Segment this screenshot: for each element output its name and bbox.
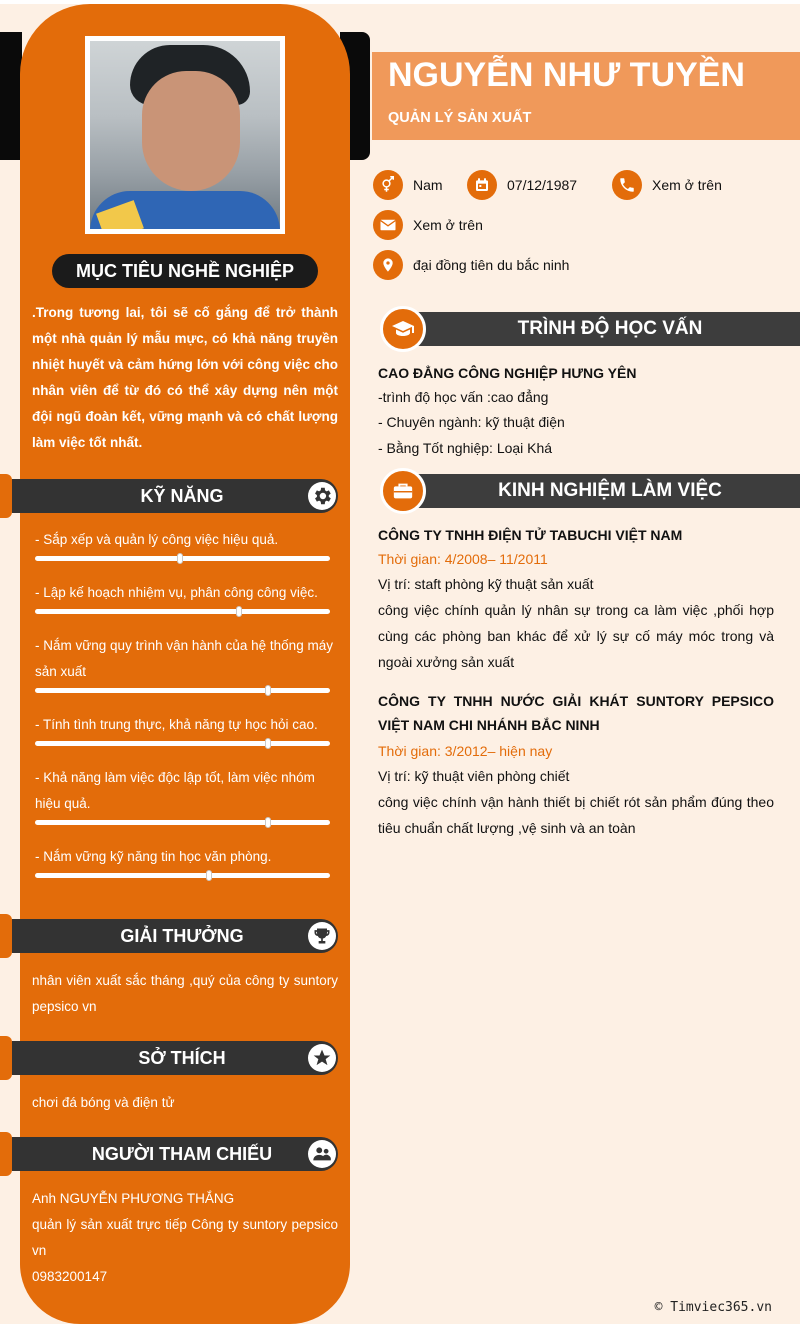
- section-tab: [0, 1036, 12, 1080]
- hobbies-title: SỞ THÍCH: [138, 1048, 226, 1068]
- gender-value: Nam: [413, 177, 443, 193]
- education-degree: - Bằng Tốt nghiệp: Loại Khá: [378, 440, 553, 456]
- education-major: - Chuyên ngành: kỹ thuật điện: [378, 414, 565, 430]
- phone-value: Xem ở trên: [652, 177, 722, 193]
- gender-icon: [373, 170, 403, 200]
- skill-level-bar: [35, 556, 330, 561]
- gear-icon: [308, 482, 336, 510]
- education-title: TRÌNH ĐỘ HỌC VẤN: [517, 318, 703, 339]
- skill-label: - Tính tình trung thực, khả năng tự học hỏi cao.: [35, 717, 318, 732]
- address-info: [373, 250, 569, 280]
- skill-level-bar: [35, 609, 330, 614]
- birthday-value: 07/12/1987: [507, 177, 578, 193]
- job-company: CÔNG TY TNHH NƯỚC GIẢI KHÁT SUNTORY PEPSICO VIỆT NAM CHI NHÁNH BẮC NINH: [378, 693, 774, 733]
- section-tab: [0, 914, 12, 958]
- education-school: CAO ĐẲNG CÔNG NGHIỆP HƯNG YÊN: [378, 365, 637, 381]
- section-tab: [0, 474, 12, 518]
- hobbies-header: [12, 1041, 338, 1075]
- birthday-info: [467, 170, 577, 200]
- references-title: NGƯỜI THAM CHIẾU: [91, 1144, 273, 1164]
- skills-title: KỸ NĂNG: [140, 486, 224, 506]
- skill-level-knob: [177, 553, 183, 564]
- objective-title: MỤC TIÊU NGHỀ NGHIỆP: [52, 254, 318, 288]
- job-time: Thời gian: 3/2012– hiện nay: [378, 743, 553, 759]
- trophy-icon: [308, 922, 336, 950]
- copyright: © Timviec365.vn: [654, 1300, 772, 1315]
- reference-phone: 0983200147: [32, 1269, 108, 1284]
- references-header: [12, 1137, 338, 1171]
- experience-header: [380, 472, 800, 510]
- star-icon: [308, 1044, 336, 1072]
- job-description: công việc chính vận hành thiết bị chiết rót sản phẩm đúng theo tiêu chuẩn chất lượng ,vệ sinh và an toàn: [378, 794, 774, 836]
- avatar: [90, 41, 280, 229]
- awards-header: [12, 919, 338, 953]
- email-info: [373, 210, 483, 240]
- skill-level-knob: [236, 606, 242, 617]
- email-value: Xem ở trên: [413, 217, 483, 233]
- skill-level-bar: [35, 820, 330, 825]
- job-company: CÔNG TY TNHH ĐIỆN TỬ TABUCHI VIỆT NAM: [378, 527, 683, 543]
- education-level: -trình độ học vấn :cao đẳng: [378, 389, 549, 405]
- calendar-icon: [467, 170, 497, 200]
- section-tab: [0, 1132, 12, 1176]
- experience-title: KINH NGHIỆM LÀM VIỆC: [498, 480, 722, 501]
- education-header: [380, 310, 800, 348]
- people-icon: [308, 1140, 336, 1168]
- reference-name: Anh NGUYỄN PHƯƠNG THẮNG: [32, 1191, 235, 1206]
- objective-text: .Trong tương lai, tôi sẽ cố gắng để trở thành một nhà quản lý mẫu mực, có khả năng truyền nhiệt huyết và cảm hứng lớn với công việc cho nhân viên để từ đó có thể xây dựng nên một đội ngũ đoàn kết, vững mạnh và có chất lượng làm việc tốt nhất.: [32, 305, 338, 450]
- skill-level-knob: [265, 738, 271, 749]
- job-position: Vị trí: kỹ thuật viên phòng chiết: [378, 768, 570, 784]
- job-description: công việc chính quản lý nhân sự trong ca làm việc ,phối hợp cùng các phòng ban khác để xử lý sự cố máy móc trong và ngoài xưởng sản xuất: [378, 602, 774, 670]
- address-value: đại đồng tiên du bắc ninh: [413, 257, 570, 273]
- location-pin-icon: [373, 250, 403, 280]
- phone-icon: [612, 170, 642, 200]
- skill-label: - Khả năng làm việc độc lập tốt, làm việc nhóm hiệu quả.: [35, 770, 315, 811]
- job-time: Thời gian: 4/2008– 11/2011: [378, 551, 548, 567]
- skill-level-bar: [35, 688, 330, 693]
- profile-photo: [85, 36, 285, 234]
- skill-label: - Sắp xếp và quản lý công việc hiệu quả.: [35, 532, 279, 547]
- skill-label: - Nắm vững quy trình vận hành của hệ thống máy sản xuất: [35, 638, 333, 679]
- reference-position: quản lý sản xuất trực tiếp Công ty suntory pepsico vn: [32, 1217, 338, 1258]
- job-title: QUẢN LÝ SẢN XUẤT: [388, 110, 532, 126]
- skill-label: - Lập kế hoạch nhiệm vụ, phân công công việc.: [35, 585, 318, 600]
- skill-level-knob: [206, 870, 212, 881]
- skill-label: - Nắm vững kỹ năng tin học văn phòng.: [35, 849, 272, 864]
- skill-level-bar: [35, 741, 330, 746]
- decor-bar-left: [0, 32, 22, 160]
- gender-info: [373, 170, 443, 200]
- skill-level-knob: [265, 685, 271, 696]
- awards-title: GIẢI THƯỞNG: [120, 926, 244, 946]
- full-name: NGUYỄN NHƯ TUYỀN: [388, 56, 745, 94]
- cv-page: [0, 4, 800, 1324]
- awards-text: nhân viên xuất sắc tháng ,quý của công ty suntory pepsico vn: [32, 973, 338, 1014]
- skill-level-knob: [265, 817, 271, 828]
- phone-info: [612, 170, 722, 200]
- skill-level-bar: [35, 873, 330, 878]
- envelope-icon: [373, 210, 403, 240]
- hobbies-text: chơi đá bóng và điện tử: [32, 1095, 175, 1110]
- skills-header: [12, 479, 338, 513]
- job-position: Vị trí: staft phòng kỹ thuật sản xuất: [378, 576, 594, 592]
